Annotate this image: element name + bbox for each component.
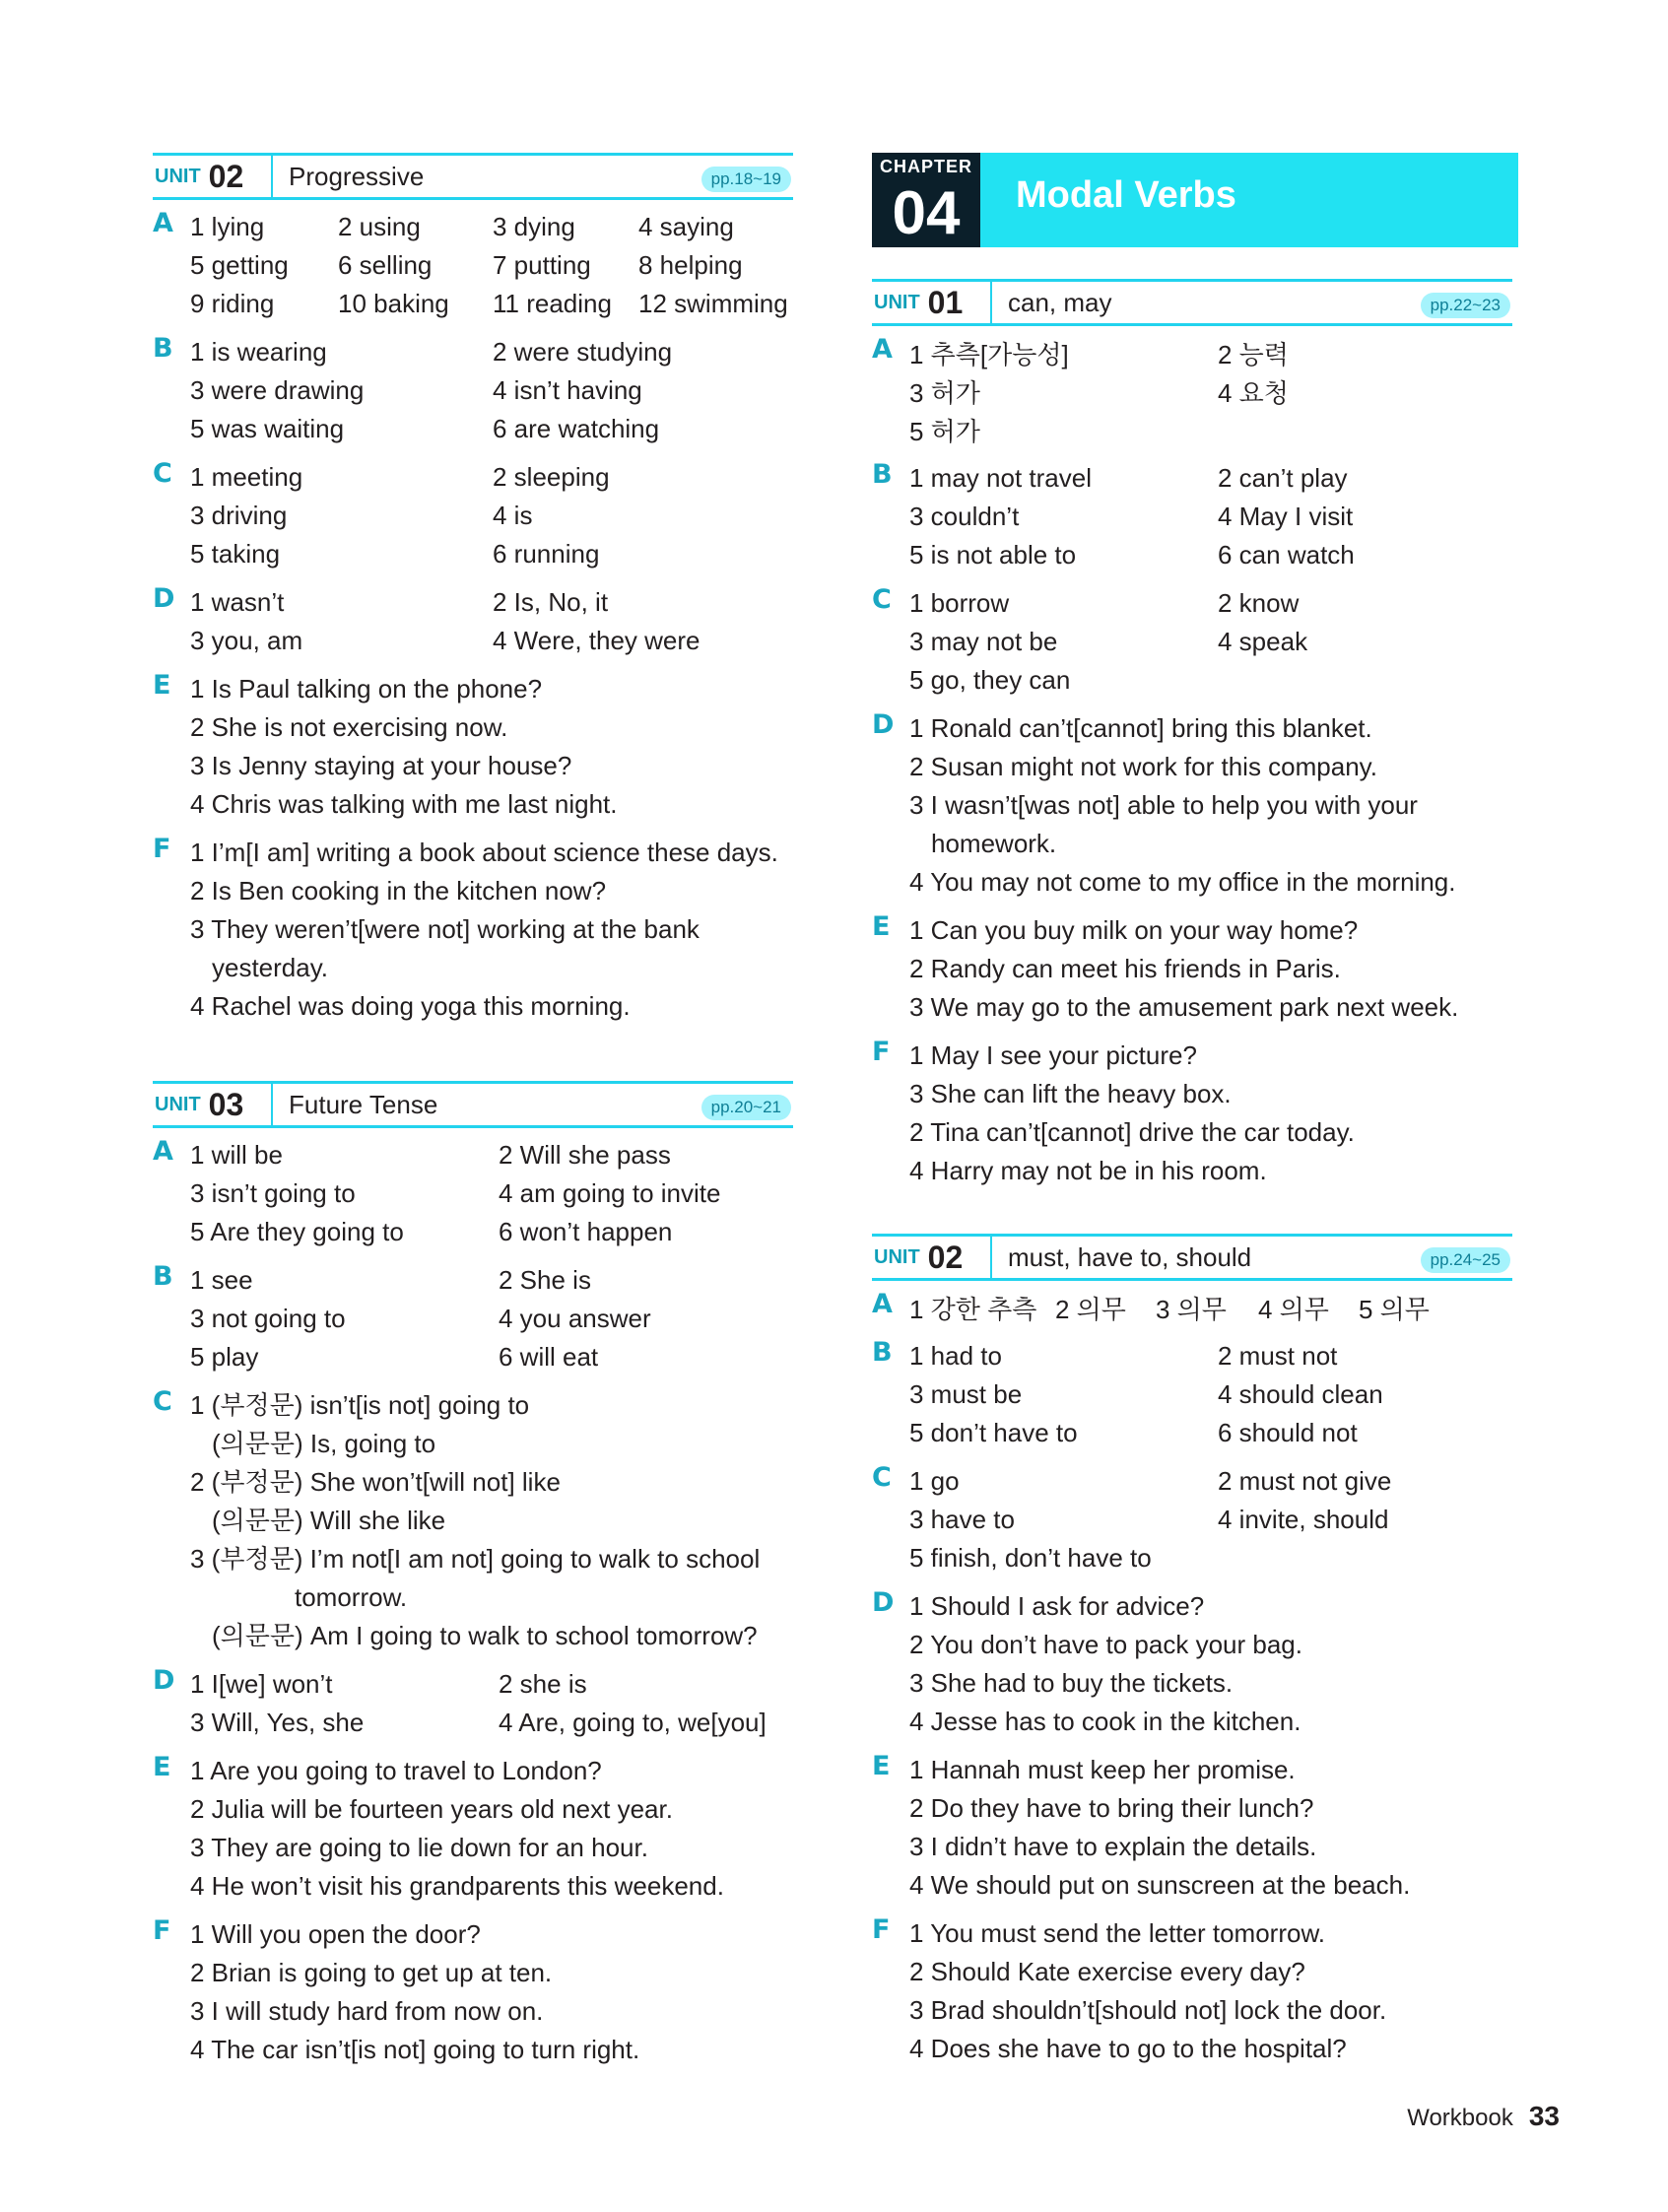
exercise-f: [153, 1915, 793, 2069]
exercise-letter: C: [153, 458, 172, 489]
exercise-letter: D: [872, 1587, 895, 1618]
answer: 1 lying: [190, 212, 265, 241]
answer: 3 you, am: [190, 626, 303, 655]
exercise-d: [872, 709, 1512, 902]
answer-sentence: 1 Can you buy milk on your way home?: [909, 915, 1359, 945]
chapter-banner: [872, 153, 1518, 247]
answer-sentence: 3 (부정문) I’m not[I am not] going to walk to school: [190, 1544, 761, 1574]
answer-sentence: (의문문) Will she like: [212, 1506, 446, 1535]
exercise-letter: F: [153, 834, 171, 864]
answer: 5 don’t have to: [909, 1418, 1078, 1447]
answer: 5 go, they can: [909, 665, 1071, 695]
answer: 2 sleeping: [493, 462, 610, 492]
exercise-f: [153, 834, 793, 1026]
exercise-letter: B: [872, 459, 893, 490]
unit-03-header: [153, 1081, 793, 1128]
answer: 4 is: [493, 501, 533, 530]
exercise-d: [153, 1665, 793, 1742]
answer-sentence: 2 Randy can meet his friends in Paris.: [909, 954, 1341, 983]
answer-sentence: 4 The car isn’t[is not] going to turn right.: [190, 2035, 640, 2064]
unit-title: can, may: [1008, 287, 1112, 317]
exercise-a: [153, 208, 793, 323]
exercise-e: [153, 670, 793, 824]
answer-sentence-continued: yesterday.: [212, 953, 329, 982]
answer: 6 will eat: [499, 1342, 599, 1372]
unit-01-header: [872, 279, 1512, 326]
answer: 3 isn’t going to: [190, 1178, 356, 1208]
exercise-letter: C: [872, 584, 892, 615]
exercise-letter: E: [153, 1752, 171, 1782]
exercise-b: [872, 1337, 1512, 1452]
answer-sentence: 1 Are you going to travel to London?: [190, 1756, 602, 1785]
answer: 2 must not: [1218, 1341, 1338, 1371]
answer-sentence: 3 They weren’t[were not] working at the bank: [190, 914, 700, 944]
answer: 3 dying: [493, 212, 575, 241]
answer: 1 will be: [190, 1140, 283, 1170]
answer: 2 must not give: [1218, 1466, 1392, 1496]
exercise-a: [872, 1289, 1512, 1327]
answer: 6 selling: [338, 250, 433, 280]
answer: 1 wasn’t: [190, 587, 285, 617]
unit-word: UNIT: [155, 1093, 201, 1115]
answer: 3 were drawing: [190, 375, 365, 405]
exercise-c: [153, 458, 793, 573]
page-range-badge: pp.22~23: [1421, 293, 1510, 318]
answer-sentence: 2 (부정문) She won’t[will not] like: [190, 1467, 561, 1497]
exercise-letter: A: [872, 1289, 893, 1319]
exercise-letter: B: [153, 333, 173, 364]
answer: 3 must be: [909, 1379, 1023, 1409]
answer: 2 Will she pass: [499, 1140, 671, 1170]
answer: 5 getting: [190, 250, 289, 280]
answer: 3 의무: [1156, 1295, 1227, 1324]
answer: 1 go: [909, 1466, 960, 1496]
page-range-badge: pp.18~19: [701, 167, 791, 192]
answer: 4 요청: [1218, 378, 1289, 408]
answer: 4 should clean: [1218, 1379, 1383, 1409]
answer: 1 borrow: [909, 588, 1010, 618]
answer-sentence: 1 Hannah must keep her promise.: [909, 1755, 1296, 1784]
answer: 1 meeting: [190, 462, 303, 492]
exercise-b: [153, 333, 793, 448]
answer-sentence: 2 Julia will be fourteen years old next year.: [190, 1794, 673, 1824]
answer-sentence: 3 Brad shouldn’t[should not] lock the door.: [909, 1995, 1387, 2025]
exercise-letter: D: [872, 709, 895, 740]
answer: 1 I[we] won’t: [190, 1669, 333, 1699]
answer-sentence: 3 Is Jenny staying at your house?: [190, 751, 572, 780]
answer-sentence: 3 She can lift the heavy box.: [909, 1079, 1232, 1108]
exercise-letter: E: [872, 1751, 891, 1781]
unit-word: UNIT: [155, 165, 201, 187]
answer-sentence: 3 I didn’t have to explain the details.: [909, 1832, 1317, 1861]
unit-word: UNIT: [874, 291, 920, 313]
answer: 4 의무: [1258, 1295, 1329, 1324]
answer: 5 허가: [909, 417, 980, 446]
answer: 2 She is: [499, 1265, 591, 1295]
answer-sentence: 4 Chris was talking with me last night.: [190, 789, 618, 819]
workbook-label: Workbook: [1407, 2105, 1513, 2131]
answer: 1 had to: [909, 1341, 1002, 1371]
unit-label: [872, 282, 992, 323]
answer-sentence: 2 Tina can’t[cannot] drive the car today.: [909, 1117, 1355, 1147]
answer: 1 see: [190, 1265, 253, 1295]
unit-number: 03: [208, 1086, 244, 1122]
exercise-letter: F: [153, 1915, 171, 1946]
answer: 5 taking: [190, 539, 281, 569]
chapter-number: 04: [892, 179, 961, 247]
answer: 2 능력: [1218, 340, 1289, 369]
unit-label: [872, 1237, 992, 1278]
answer: 11 reading: [493, 289, 612, 318]
answer: 4 isn’t having: [493, 375, 642, 405]
exercise-b: [872, 459, 1512, 574]
answer: 5 의무: [1359, 1295, 1430, 1324]
answer-sentence: 4 He won’t visit his grandparents this weekend.: [190, 1871, 724, 1901]
exercise-d: [153, 583, 793, 660]
answer: 2 know: [1218, 588, 1300, 618]
answer: 3 driving: [190, 501, 288, 530]
answer: 4 you answer: [499, 1304, 651, 1333]
answer: 4 Were, they were: [493, 626, 701, 655]
answer: 6 are watching: [493, 414, 660, 443]
exercise-letter: D: [153, 583, 175, 614]
answer-sentence: (의문문) Am I going to walk to school tomorrow?: [212, 1621, 758, 1650]
answer: 4 invite, should: [1218, 1505, 1389, 1534]
answer-sentence: 1 Should I ask for advice?: [909, 1591, 1205, 1621]
answer-sentence: 4 Harry may not be in his room.: [909, 1156, 1267, 1185]
answer: 9 riding: [190, 289, 275, 318]
unit-title: Future Tense: [289, 1089, 438, 1119]
page-footer: [1407, 2101, 1560, 2132]
answer: 2 can’t play: [1218, 463, 1348, 493]
answer-sentence: 3 I will study hard from now on.: [190, 1996, 544, 2026]
answer: 1 is wearing: [190, 337, 327, 367]
answer-sentence: 1 May I see your picture?: [909, 1040, 1197, 1070]
answer: 2 she is: [499, 1669, 587, 1699]
unit-label: [153, 1084, 273, 1125]
answer-sentence: 2 Should Kate exercise every day?: [909, 1957, 1305, 1986]
answer-sentence: (의문문) Is, going to: [212, 1429, 436, 1458]
answer: 3 Will, Yes, she: [190, 1708, 365, 1737]
exercise-letter: E: [872, 911, 891, 942]
exercise-letter: C: [872, 1462, 892, 1493]
exercise-c: [872, 584, 1512, 700]
answer: 5 is not able to: [909, 540, 1077, 570]
exercise-letter: F: [872, 1037, 891, 1067]
answer-sentence: 2 She is not exercising now.: [190, 712, 508, 742]
exercise-a: [872, 334, 1512, 449]
answer-sentence-continued: homework.: [931, 829, 1057, 858]
exercise-letter: A: [153, 1136, 173, 1167]
answer-sentence: 1 You must send the letter tomorrow.: [909, 1918, 1326, 1948]
answer-sentence-continued: tomorrow.: [295, 1582, 408, 1612]
exercise-a: [153, 1136, 793, 1251]
exercise-c: [872, 1462, 1512, 1577]
exercise-e: [872, 1751, 1512, 1905]
answer: 6 should not: [1218, 1418, 1358, 1447]
answer-sentence: 1 (부정문) isn’t[is not] going to: [190, 1390, 530, 1420]
answer: 2 의무: [1055, 1295, 1126, 1324]
answer-sentence: 1 Ronald can’t[cannot] bring this blanket.: [909, 713, 1372, 743]
exercise-e: [153, 1752, 793, 1906]
answer: 5 play: [190, 1342, 259, 1372]
answer-sentence: 3 She had to buy the tickets.: [909, 1668, 1234, 1698]
right-column: [872, 279, 1512, 2068]
answer: 4 saying: [638, 212, 734, 241]
unit-number: 01: [927, 284, 964, 320]
unit-02-header: [153, 153, 793, 200]
exercise-letter: F: [872, 1914, 891, 1945]
exercise-f: [872, 1914, 1512, 2068]
unit-title: Progressive: [289, 161, 425, 191]
answer-sentence: 1 I’m[I am] writing a book about science these days.: [190, 838, 778, 867]
answer-sentence: 4 Does she have to go to the hospital?: [909, 2034, 1347, 2063]
answer-sentence: 3 I wasn’t[was not] able to help you with your: [909, 790, 1418, 820]
exercise-c: [153, 1386, 793, 1655]
page-range-badge: pp.20~21: [701, 1095, 791, 1120]
unit-word: UNIT: [874, 1245, 920, 1268]
answer: 2 using: [338, 212, 421, 241]
answer-sentence: 4 Jesse has to cook in the kitchen.: [909, 1707, 1301, 1736]
unit-label: [153, 156, 273, 197]
answer: 3 have to: [909, 1505, 1015, 1534]
answer-sentence: 3 We may go to the amusement park next week.: [909, 992, 1459, 1022]
chapter-title: Modal Verbs: [1016, 174, 1236, 216]
answer-sentence: 3 They are going to lie down for an hour.: [190, 1833, 648, 1862]
answer-sentence: 1 Will you open the door?: [190, 1919, 481, 1949]
answer: 3 not going to: [190, 1304, 346, 1333]
exercise-letter: E: [153, 670, 171, 701]
answer: 4 am going to invite: [499, 1178, 721, 1208]
exercise-b: [153, 1261, 793, 1376]
exercise-letter: D: [153, 1665, 175, 1696]
answer: 3 couldn’t: [909, 502, 1020, 531]
exercise-letter: A: [872, 334, 893, 365]
answer: 7 putting: [493, 250, 591, 280]
left-column: [153, 153, 793, 2069]
answer: 5 Are they going to: [190, 1217, 404, 1246]
chapter-number-box: [872, 153, 980, 247]
answer-sentence: 2 You don’t have to pack your bag.: [909, 1630, 1302, 1659]
unit-number: 02: [927, 1239, 964, 1275]
answer-sentence: 2 Brian is going to get up at ten.: [190, 1958, 553, 1987]
answer: 6 can watch: [1218, 540, 1355, 570]
answer-sentence: 4 Rachel was doing yoga this morning.: [190, 991, 631, 1021]
answer: 6 won’t happen: [499, 1217, 673, 1246]
answer: 12 swimming: [638, 289, 788, 318]
answer: 1 추측[가능성]: [909, 340, 1069, 369]
answer: 3 허가: [909, 378, 980, 408]
unit-02b-header: [872, 1234, 1512, 1281]
exercise-d: [872, 1587, 1512, 1741]
answer: 4 May I visit: [1218, 502, 1354, 531]
answer: 4 speak: [1218, 627, 1308, 656]
chapter-label: CHAPTER: [879, 157, 972, 176]
unit-number: 02: [208, 158, 244, 194]
exercise-e: [872, 911, 1512, 1027]
answer-sentence: 4 You may not come to my office in the morning.: [909, 867, 1456, 897]
answer: 1 강한 추측: [909, 1295, 1037, 1324]
page-number: 33: [1528, 2101, 1560, 2131]
answer: 2 were studying: [493, 337, 673, 367]
exercise-letter: B: [153, 1261, 173, 1292]
exercise-f: [872, 1037, 1512, 1190]
answer-sentence: 2 Susan might not work for this company.: [909, 752, 1377, 781]
answer-sentence: 4 We should put on sunscreen at the beach.: [909, 1870, 1411, 1900]
answer-sentence: 2 Do they have to bring their lunch?: [909, 1793, 1314, 1823]
exercise-letter: B: [872, 1337, 893, 1368]
answer: 5 finish, don’t have to: [909, 1543, 1152, 1573]
answer: 10 baking: [338, 289, 449, 318]
answer: 3 may not be: [909, 627, 1058, 656]
answer: 1 may not travel: [909, 463, 1092, 493]
answer-sentence: 2 Is Ben cooking in the kitchen now?: [190, 876, 607, 905]
answer: 8 helping: [638, 250, 743, 280]
answer: 4 Are, going to, we[you]: [499, 1708, 767, 1737]
answer: 5 was waiting: [190, 414, 345, 443]
answer: 2 Is, No, it: [493, 587, 609, 617]
exercise-letter: A: [153, 208, 173, 238]
answer-sentence: 1 Is Paul talking on the phone?: [190, 674, 543, 704]
unit-title: must, have to, should: [1008, 1241, 1252, 1272]
exercise-letter: C: [153, 1386, 172, 1417]
page-range-badge: pp.24~25: [1421, 1247, 1510, 1273]
answer: 6 running: [493, 539, 600, 569]
